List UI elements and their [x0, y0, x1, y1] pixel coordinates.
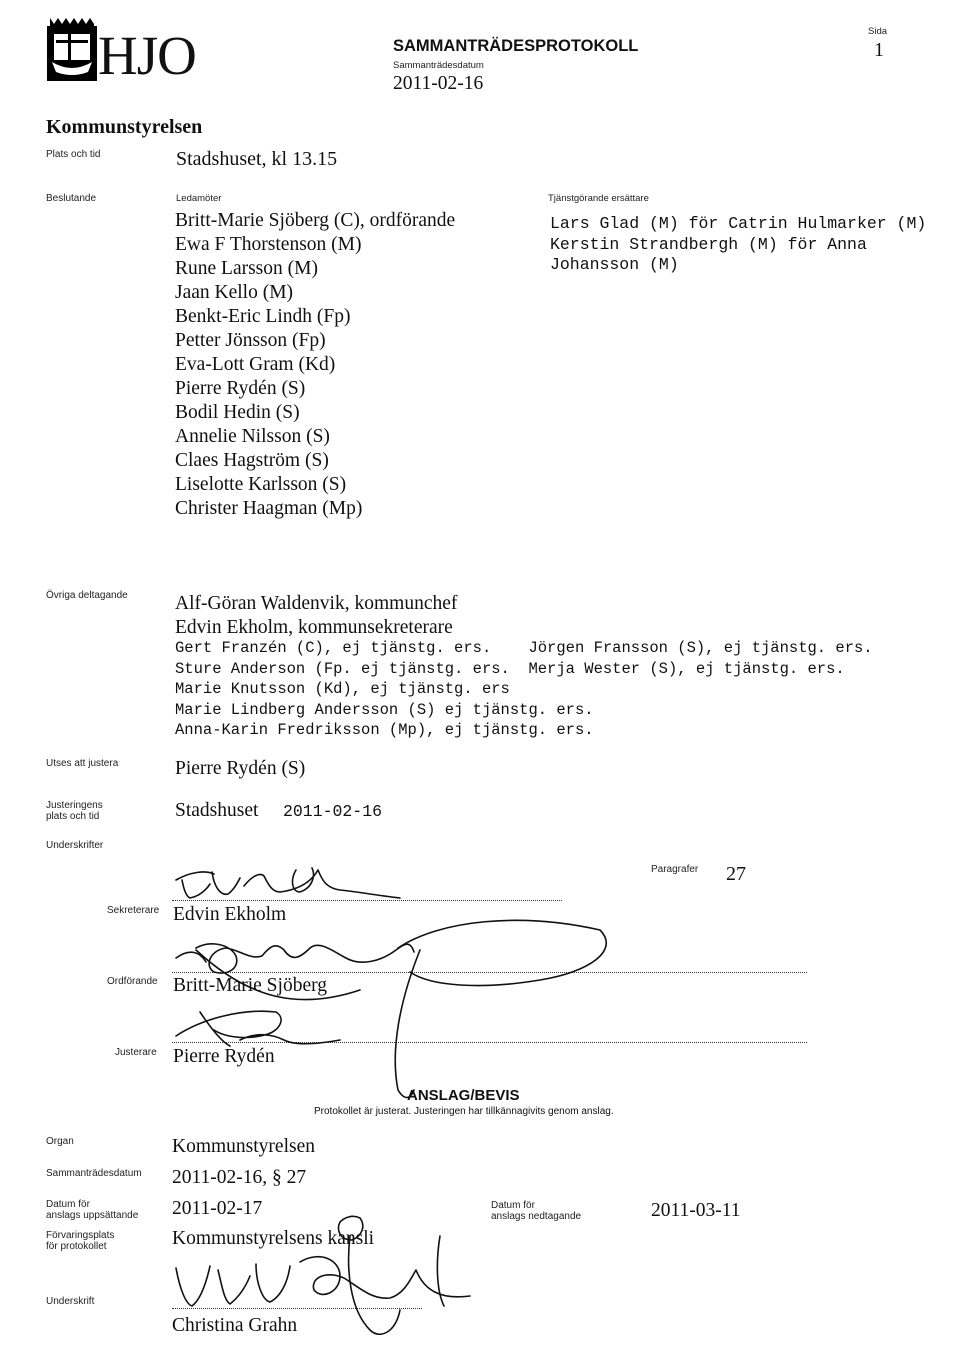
- member-item: Jaan Kello (M): [175, 282, 294, 303]
- notice-subtitle: Protokollet är justerat. Justeringen har tillkännagivits genom anslag.: [314, 1106, 614, 1117]
- org-name: HJO: [98, 25, 196, 86]
- member-item: Britt-Marie Sjöberg (C), ordförande: [175, 210, 456, 231]
- signature-role: Sekreterare: [107, 905, 160, 916]
- removed-label: [491, 1200, 581, 1222]
- meeting-date-label: Sammanträdesdatum: [393, 60, 484, 71]
- posted-label: [46, 1199, 138, 1221]
- adjust-place-value: Stadshuset: [175, 800, 259, 821]
- paragraphs-label: Paragrafer: [651, 864, 699, 875]
- body-name: Kommunstyrelsen: [46, 116, 203, 138]
- adjust-place-label: [46, 800, 103, 822]
- adjust-place-label-line: plats och tid: [46, 811, 100, 822]
- page-label: Sida: [868, 26, 888, 37]
- storage-label-line: för protokollet: [46, 1241, 107, 1252]
- member-item: Bodil Hedin (S): [175, 402, 300, 423]
- participant-item: Gert Franzén (C), ej tjänstg. ers. Jörgen Fransson (S), ej tjänstg. ers.: [175, 639, 873, 657]
- others-mono-list: [175, 638, 873, 741]
- paragraphs-value: 27: [726, 863, 746, 885]
- others-label: Övriga deltagande: [46, 590, 128, 601]
- meeting-date-value-notice: 2011-02-16, § 27: [172, 1167, 307, 1188]
- member-item: Liselotte Karlsson (S): [175, 474, 347, 495]
- signature-line: [172, 972, 807, 973]
- notice-title: ANSLAG/BEVIS: [407, 1087, 520, 1104]
- substitute-item: Kerstin Strandbergh (M) för Anna: [550, 234, 867, 254]
- posted-label-line: Datum för: [46, 1199, 90, 1210]
- signature-label-notice: Underskrift: [46, 1296, 95, 1307]
- adjust-date-value: 2011-02-16: [283, 802, 383, 821]
- member-item: Petter Jönsson (Fp): [175, 330, 326, 351]
- signature-line: [172, 1308, 422, 1309]
- participant-item: Alf-Göran Waldenvik, kommunchef: [175, 593, 458, 614]
- member-list: [175, 209, 455, 521]
- deciding-label: Beslutande: [46, 193, 97, 204]
- member-item: Pierre Rydén (S): [175, 378, 306, 399]
- participant-item: Marie Lindberg Andersson (S) ej tjänstg. ers.: [175, 700, 594, 719]
- substitute-item: Lars Glad (M) för Catrin Hulmarker (M): [550, 214, 927, 233]
- place-time-label: Plats och tid: [46, 149, 101, 160]
- removed-value: 2011-03-11: [651, 1200, 741, 1221]
- members-label: Ledamöter: [176, 193, 222, 204]
- substitutes-label: Tjänstgörande ersättare: [548, 193, 649, 204]
- municipal-logo: [46, 18, 98, 82]
- participant-item: Marie Knutsson (Kd), ej tjänstg. ers: [175, 680, 510, 698]
- substitute-list: [550, 214, 926, 276]
- member-item: Christer Haagman (Mp): [175, 498, 363, 519]
- protocol-title: SAMMANTRÄDESPROTOKOLL: [393, 37, 639, 55]
- signature-line: [172, 900, 562, 901]
- organ-label: Organ: [46, 1136, 74, 1147]
- member-item: Benkt-Eric Lindh (Fp): [175, 306, 351, 327]
- place-time-value: Stadshuset, kl 13.15: [176, 148, 338, 170]
- member-item: Rune Larsson (M): [175, 258, 318, 279]
- removed-label-line: anslags nedtagande: [491, 1211, 582, 1222]
- signature-line: [172, 1042, 807, 1043]
- signature-name: Pierre Rydén: [173, 1046, 275, 1067]
- substitute-item: Johansson (M): [550, 255, 679, 274]
- adjust-place-label-line: Justeringens: [46, 800, 103, 811]
- storage-label-line: Förvaringsplats: [46, 1230, 115, 1241]
- meeting-date-label-notice: Sammanträdesdatum: [46, 1168, 142, 1179]
- meeting-date: 2011-02-16: [393, 73, 484, 94]
- page-number: 1: [874, 39, 884, 61]
- signature-name: Edvin Ekholm: [173, 904, 287, 925]
- member-item: Annelie Nilsson (S): [175, 426, 330, 447]
- signature-role: Justerare: [115, 1047, 157, 1058]
- storage-label: [46, 1230, 114, 1252]
- signatures-label: Underskrifter: [46, 840, 104, 851]
- participant-item: Edvin Ekholm, kommunsekreterare: [175, 617, 453, 638]
- removed-label-line: Datum för: [491, 1200, 535, 1211]
- organ-value: Kommunstyrelsen: [172, 1136, 315, 1157]
- posted-value: 2011-02-17: [172, 1198, 263, 1219]
- signature-name: Britt-Marie Sjöberg: [173, 975, 327, 996]
- member-item: Ewa F Thorstenson (M): [175, 234, 362, 255]
- adjuster-value: Pierre Rydén (S): [175, 758, 306, 779]
- ship-crest-icon: [46, 18, 98, 82]
- others-serif-list: [175, 592, 457, 640]
- posted-label-line: anslags uppsättande: [46, 1210, 139, 1221]
- member-item: Eva-Lott Gram (Kd): [175, 354, 336, 375]
- signature-name-notice: Christina Grahn: [172, 1315, 298, 1336]
- signature-role: Ordförande: [107, 976, 158, 987]
- participant-item: Anna-Karin Fredriksson (Mp), ej tjänstg. ers.: [175, 721, 594, 739]
- member-item: Claes Hagström (S): [175, 450, 329, 471]
- storage-value: Kommunstyrelsens kansli: [172, 1228, 375, 1249]
- participant-item: Sture Anderson (Fp. ej tjänstg. ers. Merja Wester (S), ej tjänstg. ers.: [175, 659, 845, 678]
- adjuster-label: Utses att justera: [46, 758, 119, 769]
